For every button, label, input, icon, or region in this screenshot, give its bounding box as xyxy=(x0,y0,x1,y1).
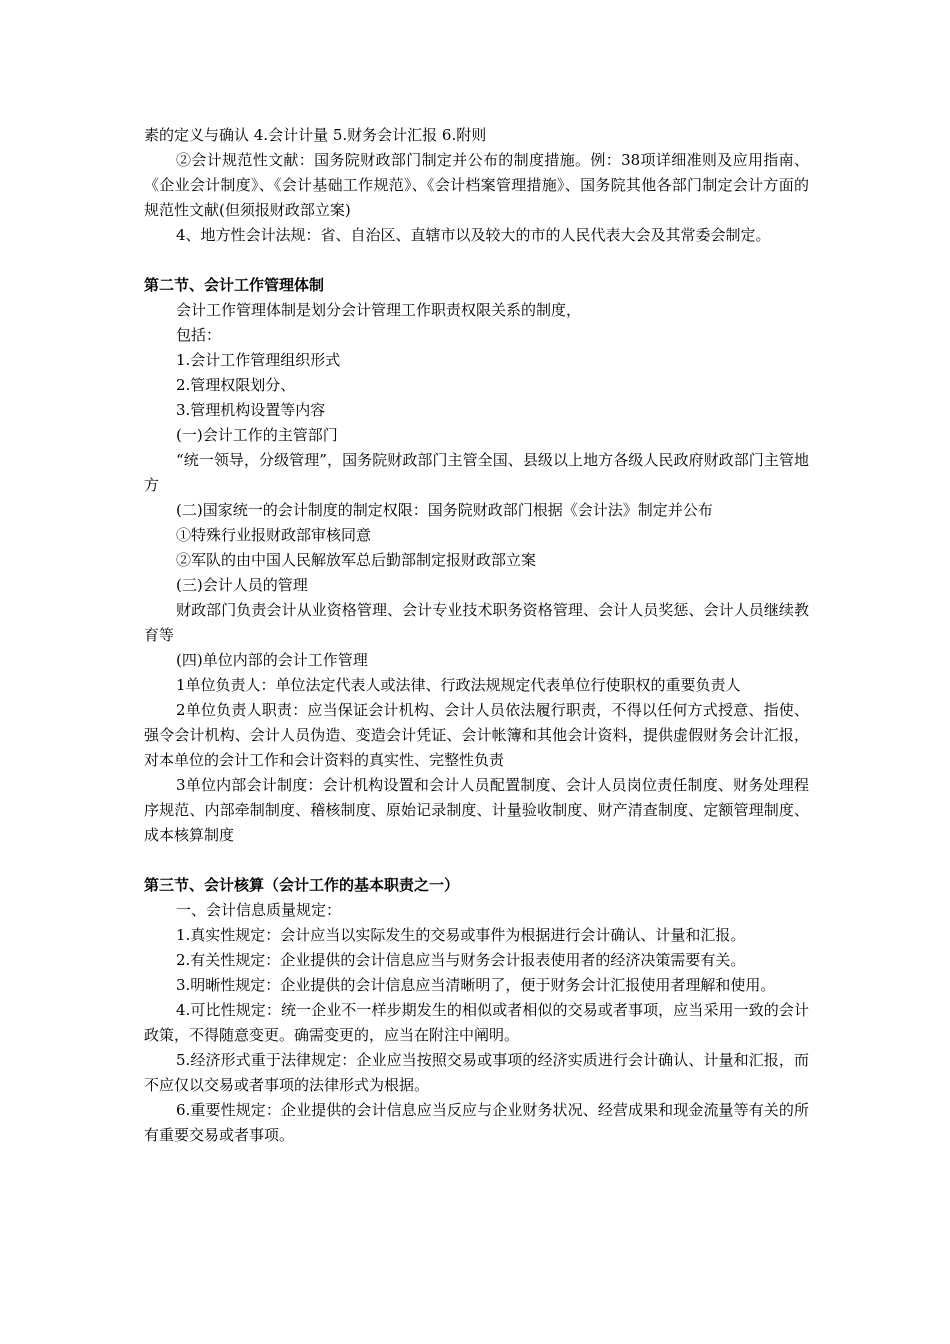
section-2-paragraph: (三)会计人员的管理 xyxy=(176,576,308,594)
paragraph-normative-documents: ②会计规范性文献：国务院财政部门制定并公布的制度措施。例：38项详细准则及应用指南、《企业会计制度》、《会计基础工作规范》、《会计档案管理措施》、国务院其他各部门制定会计方面的规范性文献(但须报财政部立案) xyxy=(144,151,809,219)
section-2-paragraph: 3.管理机构设置等内容 xyxy=(176,401,326,419)
section-3-paragraph: 3.明晰性规定：企业提供的会计信息应当清晰明了，便于财务会计汇报使用者理解和使用。 xyxy=(176,976,776,994)
section-3-paragraph: 2.有关性规定：企业提供的会计信息应当与财务会计报表使用者的经济决策需要有关。 xyxy=(176,951,746,969)
section-3-paragraph: 4.可比性规定：统一企业不一样步期发生的相似或者相似的交易或者事项，应当采用一致的会计政策，不得随意变更。确需变更的，应当在附注中阐明。 xyxy=(144,1001,809,1044)
document-page xyxy=(144,123,809,1148)
section-3-paragraph: 一、会计信息质量规定： xyxy=(176,901,342,919)
section-2-paragraph: ①特殊行业报财政部审核同意 xyxy=(176,526,372,544)
section-2-paragraph: ②军队的由中国人民解放军总后勤部制定报财政部立案 xyxy=(176,551,537,569)
section-2-paragraph: (一)会计工作的主管部门 xyxy=(176,426,338,444)
section-2-paragraph: 1.会计工作管理组织形式 xyxy=(176,351,341,369)
paragraph-local-regulations: 4、地方性会计法规：省、自治区、直辖市以及较大的市的人民代表大会及其常委会制定。 xyxy=(176,226,771,244)
spacer xyxy=(144,248,809,273)
section-3-paragraph: 1.真实性规定：会计应当以实际发生的交易或事件为根据进行会计确认、计量和汇报。 xyxy=(176,926,746,944)
section-2-paragraph: 包括： xyxy=(176,326,222,344)
section-3-paragraph: 5.经济形式重于法律规定：企业应当按照交易或事项的经济实质进行会计确认、计量和汇报，而不应仅以交易或者事项的法律形式为根据。 xyxy=(144,1051,809,1094)
section-2-paragraph: 2单位负责人职责：应当保证会计机构、会计人员依法履行职责，不得以任何方式授意、指使、强令会计机构、会计人员伪造、变造会计凭证、会计帐簿和其他会计资料，提供虚假财务会计汇报，对本单位的会计工作和会计资料的真实性、完整性负责 xyxy=(144,701,809,769)
section-3-heading: 第三节、会计核算（会计工作的基本职责之一） xyxy=(144,876,460,894)
spacer xyxy=(144,848,809,873)
section-2-paragraph: “统一领导，分级管理”，国务院财政部门主管全国、县级以上地方各级人民政府财政部门主管地方 xyxy=(144,451,809,494)
section-2-heading: 第二节、会计工作管理体制 xyxy=(144,276,325,294)
section-2-paragraph: 财政部门负责会计从业资格管理、会计专业技术职务资格管理、会计人员奖惩、会计人员继续教育等 xyxy=(144,601,809,644)
section-2-paragraph: 1单位负责人：单位法定代表人或法律、行政法规规定代表单位行使职权的重要负责人 xyxy=(176,676,741,694)
paragraph-intro-continuation: 素的定义与确认 4.会计计量 5.财务会计汇报 6.附则 xyxy=(144,126,487,144)
section-2-paragraph: 2.管理权限划分、 xyxy=(176,376,296,394)
section-2-paragraph: (四)单位内部的会计工作管理 xyxy=(176,651,368,669)
section-2-paragraph: 3单位内部会计制度：会计机构设置和会计人员配置制度、会计人员岗位责任制度、财务处理程序规范、内部牵制制度、稽核制度、原始记录制度、计量验收制度、财产清查制度、定额管理制度、成本核算制度 xyxy=(144,776,809,844)
section-3-paragraph: 6.重要性规定：企业提供的会计信息应当反应与企业财务状况、经营成果和现金流量等有关的所有重要交易或者事项。 xyxy=(144,1101,809,1144)
section-2-paragraph: (二)国家统一的会计制度的制定权限：国务院财政部门根据《会计法》制定并公布 xyxy=(176,501,713,519)
section-2-paragraph: 会计工作管理体制是划分会计管理工作职责权限关系的制度， xyxy=(176,301,582,319)
